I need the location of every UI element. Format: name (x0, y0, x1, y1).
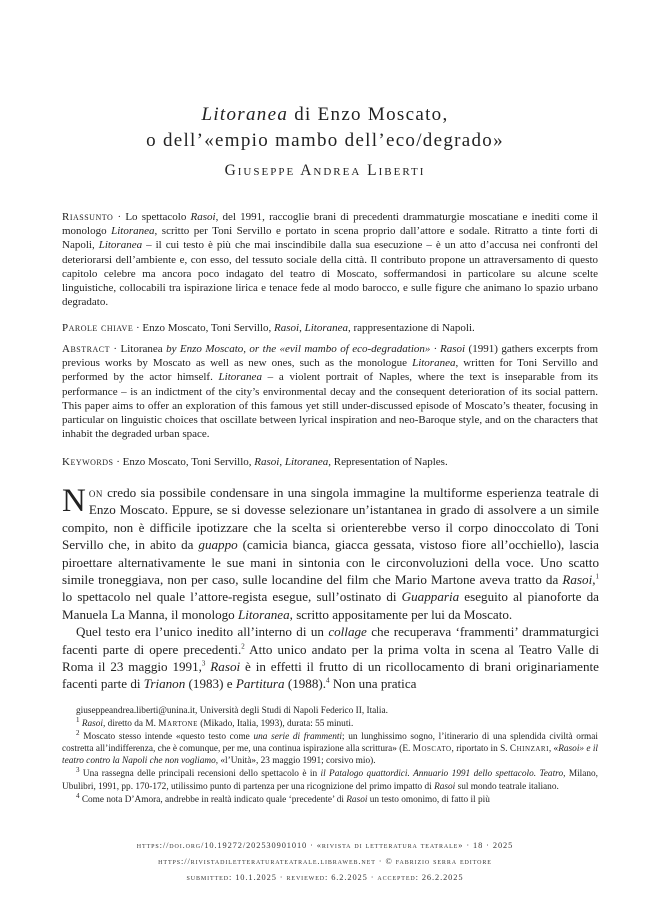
body-text: Atto unico andato per la prima volta in scena al Teatro Valle di Roma il 23 maggio 1991, (62, 641, 599, 675)
keywords-text: , Representation of Naples. (328, 456, 448, 468)
body-text: è in effetti il frutto di un ricollocamento di brani originariamente facenti parte di (62, 659, 599, 692)
footnote-ref[interactable]: 1 (595, 572, 599, 581)
abstract-text: – il cui testo è più che mai inscindibile dalla sua esecuzione – è un atto d’accusa nei confronti del deteriorarsi dell’ambiente e, con esso, del tessuto sociale della città. Il contributo propone un attraversamento di questo capitolo celebre ma ancora poco indagato del teatro di Moscato, soffermandosi in particolare su alcune scelte linguistiche, collocabili tra ispirazione lirica e tenace fede al modo barocco, e sulle figure che animano lo spazio urbano degradato. (62, 239, 598, 309)
article-title-line-2: o dell’«empio mambo dell’eco/degrado» (146, 130, 504, 151)
footnote-number: 2 (76, 729, 80, 738)
footnote-italic: il Patalogo quattordici. Annuario 1991 dello spettacolo. Teatro (320, 769, 564, 780)
footnote-italic: Rasoi (346, 794, 368, 805)
keywords-italic: Litoranea (304, 322, 348, 334)
abstract-text: · Litoranea (109, 343, 167, 355)
footnote-number: 4 (76, 791, 80, 800)
abstract-italic: Litoranea (412, 357, 456, 370)
footnote-small-caps: Chinzari (509, 744, 549, 755)
footnote-italic: Rasoi (434, 781, 456, 792)
footnote-ref[interactable]: 4 (326, 677, 330, 686)
body-paragraph-2 (62, 623, 599, 693)
author-name: Giuseppe Andrea Liberti (224, 162, 426, 179)
body-text: credo sia possibile condensare in una singola immagine la multiforme esperienza teatrale di Enzo Moscato. Eppure, se si dovesse selezionare un’istantanea in grado di assolvere a un simile compito, non è difficile ipotizzare che la scelta si orienterebbe verso il corpo dinoccolato di Toni Servillo che, in abito da (62, 485, 599, 553)
body-text: (1988). (284, 676, 327, 692)
keywords-english (62, 455, 598, 469)
abstract-label-en: Abstract (62, 343, 110, 355)
body-italic: guappo (198, 537, 238, 553)
body-text: Non una pratica (329, 676, 417, 692)
abstract-english (62, 342, 598, 441)
body-text: (1983) e (185, 676, 236, 692)
footer-doi-line[interactable]: https://doi.org/10.19272/202530901010 · «rivista di letteratura teatrale» · 18 · 2025 (136, 841, 514, 850)
body-italic: Trianon (143, 676, 186, 692)
abstract-italic: Litoranea (98, 239, 143, 252)
label-separator: · (113, 211, 126, 223)
abstract-text: Lo spettacolo (125, 211, 191, 223)
footnote-ref[interactable]: 2 (241, 642, 245, 651)
keywords-text: , (279, 456, 285, 468)
keywords-text: , rappresentazione di Napoli. (348, 322, 475, 334)
abstract-text: , written for Toni Servillo and performed by the actor himself. (62, 357, 598, 384)
footnote-3 (62, 768, 598, 792)
footnote-1 (62, 718, 598, 730)
keywords-text: · Enzo Moscato, Toni Servillo, (113, 456, 255, 468)
body-text: lo spettacolo nel quale l’attore-regista esegue, sull’ostinato di (62, 589, 402, 605)
body-text: Quel testo era l’unico inedito all’interno di un (76, 624, 329, 640)
footnote-text: Moscato stesso intende «questo testo come (83, 732, 254, 743)
abstract-text: , scritto per Toni Servillo e portato in scena proprio dall’attore e sodale. Ritratto a tinte forti di Napoli, (62, 225, 598, 252)
footnote-italic: Rasoi» e il teatro contro la Napoli che non vogliamo (62, 744, 598, 767)
body-text: , (592, 572, 596, 588)
keywords-italic: Litoranea (284, 456, 329, 468)
footnote-ref[interactable]: 3 (201, 659, 206, 668)
abstract-italian (62, 210, 598, 309)
footnote-text: , Milano, Ubulibri, 1991, pp. 170-172, utilissimo punto di partenza per una ricognizione del primo impatto di (62, 769, 598, 792)
footnote-text: Una rassegna delle principali recensioni dello spettacolo è in (82, 769, 321, 780)
body-text: che recuperava ‘frammenti’ drammaturgici facenti parte di opere precedenti. (62, 624, 600, 657)
keywords-label-it: Parole chiave (62, 322, 134, 334)
footnote-text: , riportato in S. (451, 744, 510, 755)
footnote-text: , «l’Unità», 23 maggio 1991; corsivo mio). (215, 756, 376, 767)
footnote-number: 3 (76, 766, 80, 775)
footnote-number: 1 (76, 716, 80, 724)
footnote-4 (62, 791, 598, 806)
footnote-text: , « (548, 744, 559, 755)
keywords-italic: Rasoi (274, 322, 300, 334)
body-italic: Guapparia (401, 589, 460, 605)
footnote-text: (Mikado, Italia, 1993), durata: 55 minuti. (197, 719, 354, 730)
keywords-text: , (299, 322, 305, 334)
footnotes (62, 705, 598, 807)
body-text: eseguito al pianoforte da Manuela La Manna, il monologo (62, 589, 599, 622)
footer-dates-line: submitted: 10.1.2025 · reviewed: 6.2.2025 · accepted: 26.2.2025 (186, 873, 464, 882)
drop-cap: N (62, 483, 86, 519)
footer-website-line[interactable]: https://rivistadiletteraturateatrale.libraweb.net · © fabrizio serra editore (158, 857, 492, 866)
body-text: (camicia bianca, giacca gessata, vistoso fiore all’occhiello), lascia piroettare alternativamente le sue mani in sintonia con le circonvoluzioni della voce. Uno scatto simile troneggiava, non per caso, sulle locandine del film che Mario Martone aveva tratto da (62, 537, 599, 588)
article-title-line-1 (0, 103, 650, 127)
keywords-italic: Rasoi (254, 456, 280, 468)
abstract-text: , del 1991, raccoglie brani di precedenti drammaturgie moscatiane e inediti come il monologo (62, 211, 598, 238)
footnote-small-caps: Martone (158, 719, 198, 730)
footnote-italic: una serie di frammenti (253, 732, 343, 743)
abstract-text: (1991) gathers excerpts from previous works by Moscato as well as new ones, such as the monologue (62, 343, 599, 370)
footnote-text: sul mondo teatrale italiano. (455, 781, 559, 792)
footnote-text: ; un lunghissimo sogno, l’itinerario di una splendida civiltà ormai costretta all’indifferenza, che è comunque, per me, una continua ispirazione alla scrittura» (E. (62, 732, 598, 755)
title-rest: di Enzo Moscato, (288, 104, 449, 125)
abstract-label-it: Riassunto (62, 211, 114, 223)
keywords-text: · Enzo Moscato, Toni Servillo, (133, 322, 275, 334)
body-italic: collage (328, 624, 367, 640)
abstract-italic: by Enzo Moscato, or the «evil mambo of eco-degradation» · (166, 343, 441, 355)
abstract-text: – a violent portrait of Naples, where the text is inseparable from its performance – is an indictment of the city’s environmental decay and the consequent deterioration of its social pattern. This paper aims to offer an exploration of this famous yet still under-discussed episode of Moscato’s theater, focusing in particular on linguistic choices that oscillate between lyrical inspiration and neo-Baroque style, and on the characters that inhabit the degraded urban space. (62, 371, 598, 441)
body-italic: Rasoi (210, 659, 241, 675)
abstract-italic: Litoranea (111, 225, 155, 238)
footnote-text: , diretto da M. (103, 719, 159, 730)
title-italic-litoranea: Litoranea (201, 104, 289, 125)
keywords-label-en: Keywords (62, 456, 114, 468)
author-affiliation: giuseppeandrea.liberti@unina.it, Università degli Studi di Napoli Federico II, Italia. (76, 706, 388, 716)
body-text: , scritto appositamente per lui da Moscato. (289, 606, 513, 622)
body-italic: Litoranea (238, 606, 290, 622)
abstract-italic: Litoranea (218, 371, 262, 384)
body-paragraph-1 (62, 484, 599, 623)
abstract-italic: Rasoi (440, 343, 466, 355)
article-body (62, 484, 599, 693)
footnote-italic: Rasoi (81, 719, 104, 730)
footnote-text: Come nota D’Amora, andrebbe in realtà indicato quale ‘precedente’ di (81, 794, 347, 805)
keywords-italian (62, 321, 598, 335)
footnote-2 (62, 731, 598, 767)
body-italic: Partitura (235, 676, 285, 692)
footnote-small-caps: Moscato (412, 744, 452, 755)
footnote-text: un testo omonimo, di fatto il più (367, 794, 490, 805)
opening-small-caps: on (88, 485, 103, 500)
body-italic: Rasoi (562, 572, 593, 588)
abstract-italic: Rasoi (190, 211, 216, 223)
